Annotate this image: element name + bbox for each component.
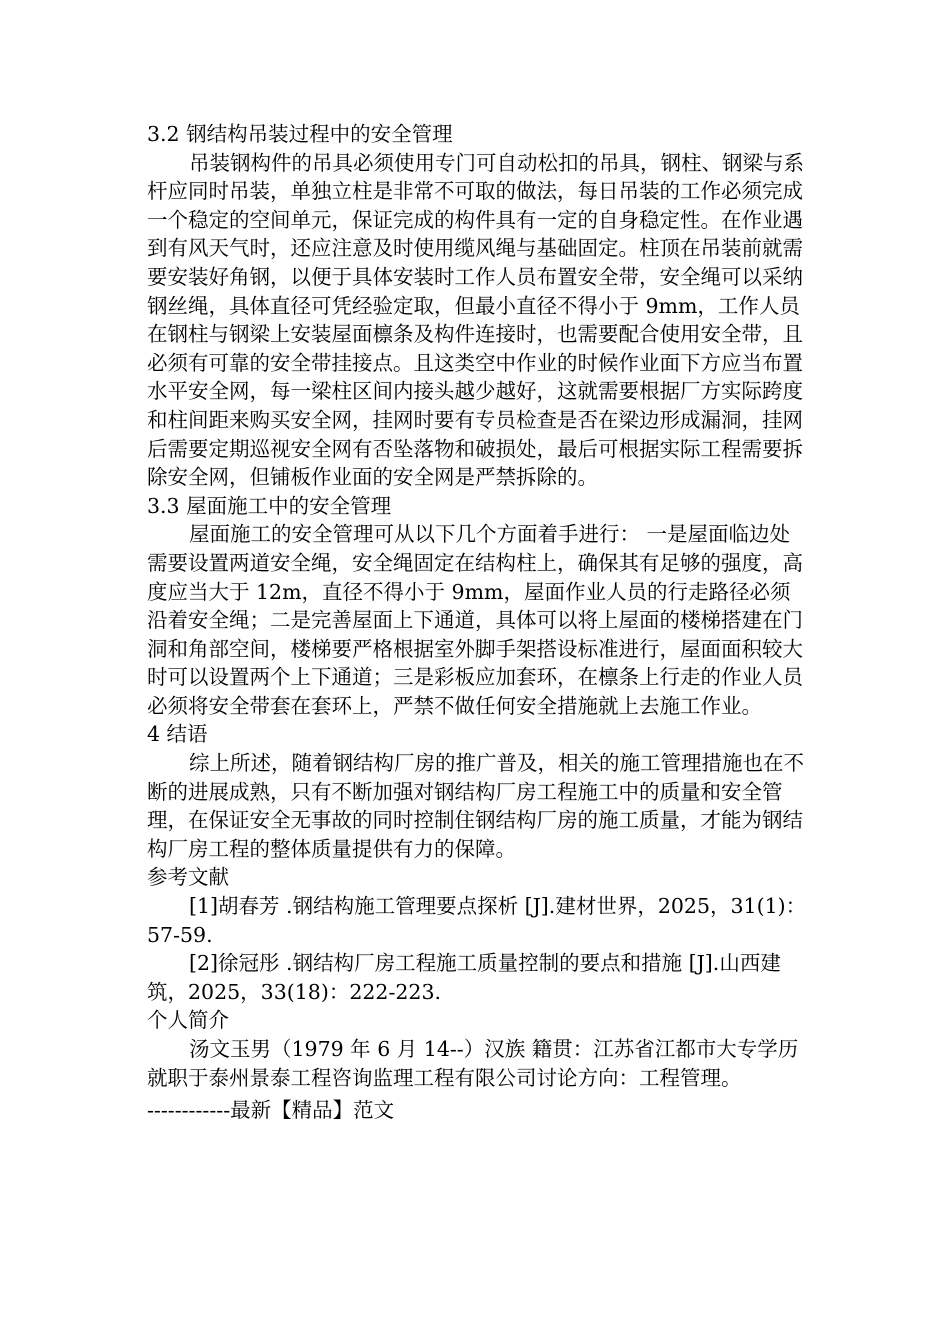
reference-item-2: [2]徐冠彤 .钢结构厂房工程施工质量控制的要点和措施 [J].山西建筑，2025，33(18)：222-223. [147,951,781,1004]
section-3-3-paragraph: 屋面施工的安全管理可从以下几个方面着手进行： 一是屋面临边处需要设置两道安全绳，安全绳固定在结构柱上，确保其有足够的强度，高度应当大于 12m，直径不得小于 9mm，屋面作业人员的行走路径必须沿着安全绳；二是完善屋面上下通道，具体可以将上屋面的楼梯搭建在门洞和角部空间，楼梯要严格根据室外脚手架搭设标准进行，屋面面积较大时可以设置两个上下通道；三是彩板应加套环，在檩条上行走的作业人员必须将安全带套在套环上，严禁不做任何安全措施就上去施工作业。 [147,522,803,718]
section-4-heading: 4 结语 [147,722,208,747]
footer-banner: ------------最新【精品】范文 [147,1098,395,1122]
article-body [147,120,807,1092]
section-3-2-heading: 3.2 钢结构吊装过程中的安全管理 [147,122,453,146]
bio-heading: 个人简介 [147,1008,229,1033]
bio-paragraph: 汤文玉男（1979 年 6 月 14--）汉族 籍贯：江苏省江都市大专学历就职于泰州景泰工程咨询监理工程有限公司讨论方向：工程管理。 [147,1037,799,1090]
section-4-paragraph: 综上所述，随着钢结构厂房的推广普及，相关的施工管理措施也在不断的进展成熟，只有不断加强对钢结构厂房工程施工中的质量和安全管理，在保证安全无事故的同时控制住钢结构厂房的施工质量，才能为钢结构厂房工程的整体质量提供有力的保障。 [147,751,804,861]
section-3-3-heading: 3.3 屋面施工中的安全管理 [147,493,392,518]
reference-item-1: [1]胡春芳 .钢结构施工管理要点探析 [J].建材世界，2025，31(1)：57-59. [147,894,807,947]
section-3-2-paragraph: 吊装钢构件的吊具必须使用专门可自动松扣的吊具，钢柱、钢梁与系杆应同时吊装，单独立柱是非常不可取的做法，每日吊装的工作必须完成一个稳定的空间单元，保证完成的构件具有一定的自身稳定性。在作业遇到有风天气时，还应注意及时使用缆风绳与基础固定。柱顶在吊装前就需要安装好角钢，以便于具体安装时工作人员布置安全带，安全绳可以采纳钢丝绳，具体直径可凭经验定取，但最小直径不得小于 9mm，工作人员在钢柱与钢梁上安装屋面檩条及构件连接时，也需要配合使用安全带，且必须有可靠的安全带挂接点。且这类空中作业的时候作业面下方应当布置水平安全网，每一梁柱区间内接头越少越好，这就需要根据厂方实际跨度和柱间距来购买安全网，挂网时要有专员检查是否在梁边形成漏洞，挂网后需要定期巡视安全网有否坠落物和破损处，最后可根据实际工程需要拆除安全网，但铺板作业面的安全网是严禁拆除的。 [147,150,804,490]
references-heading: 参考文献 [147,865,229,890]
